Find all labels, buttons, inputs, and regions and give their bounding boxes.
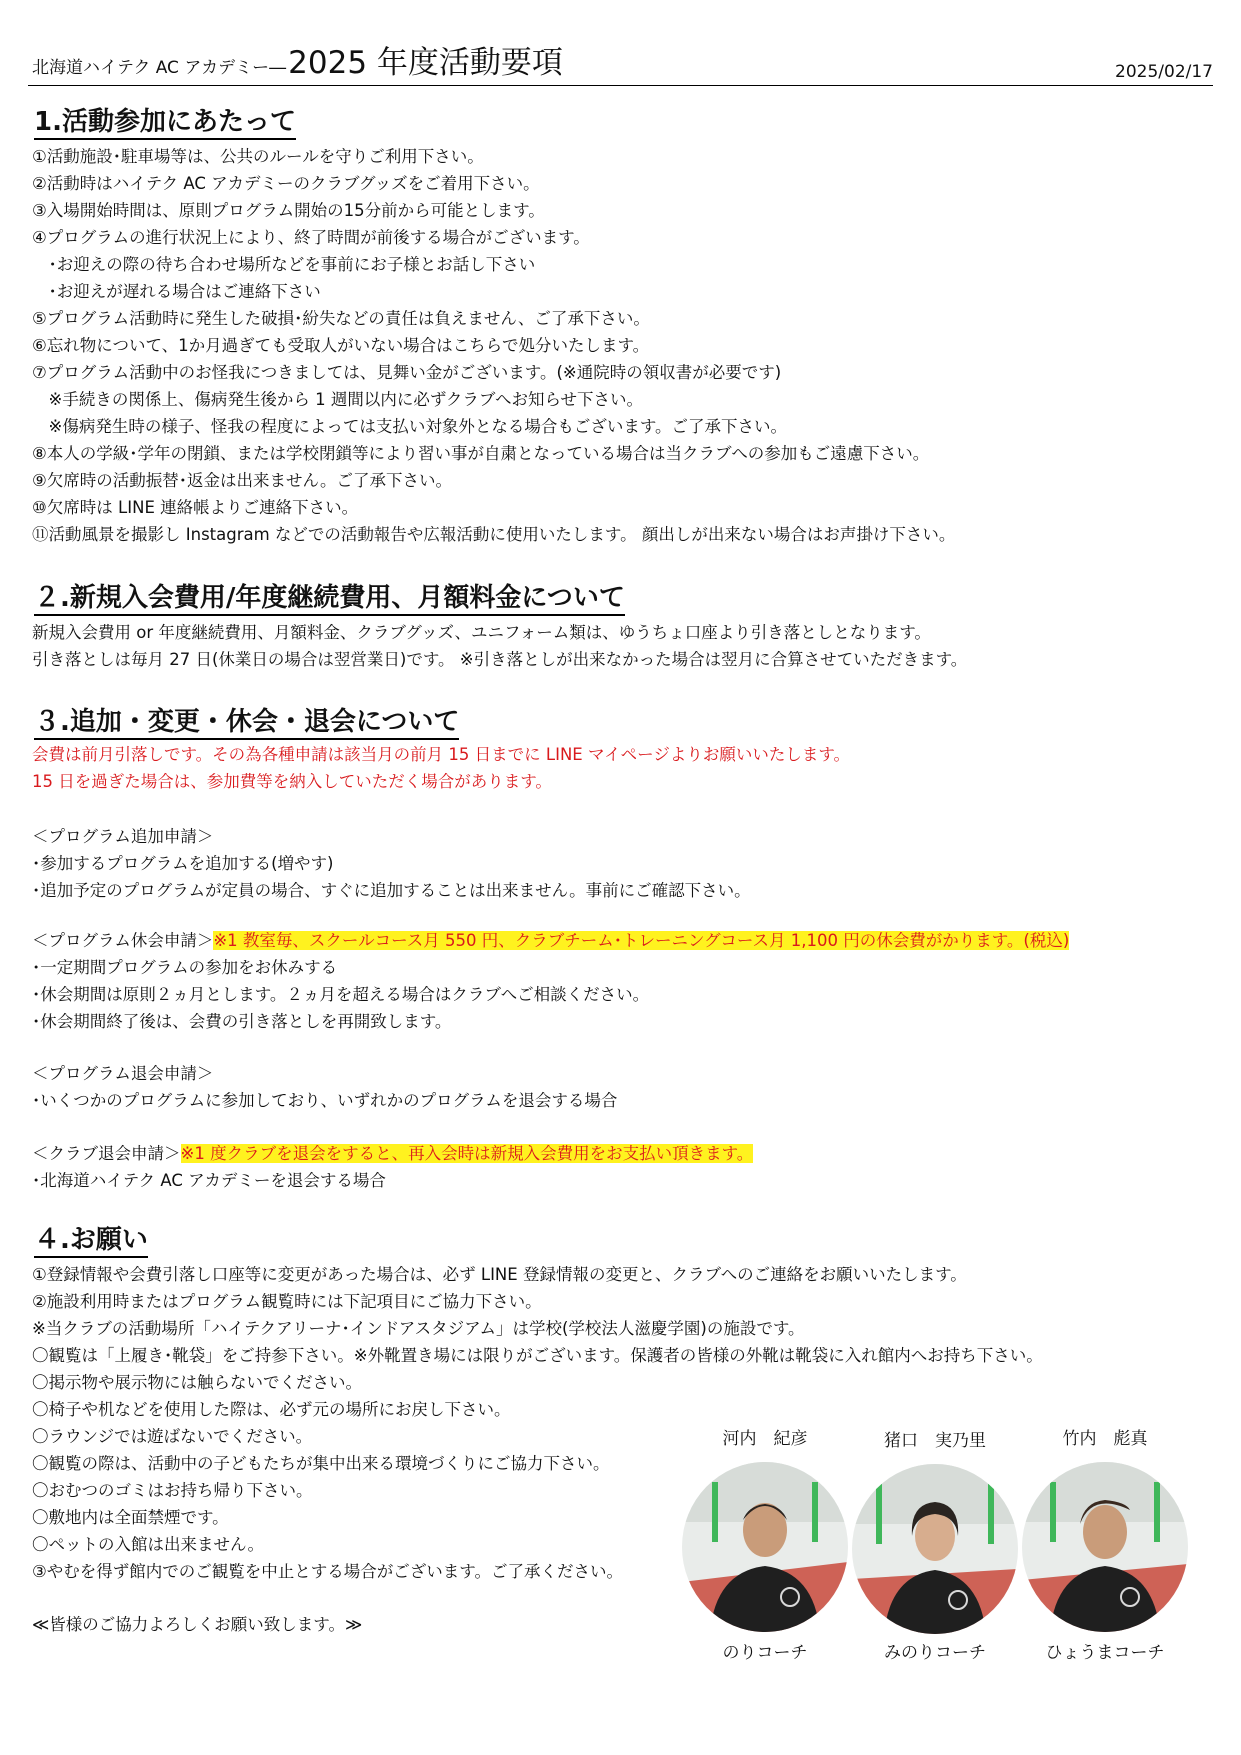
list-item: 〇ペットの入館は出来ません。 xyxy=(32,1535,264,1554)
list-item: ※当クラブの活動場所「ハイテクアリーナ･インドアスタジアム」は学校(学校法人滋慶学園)の施設です。 xyxy=(32,1319,805,1338)
list-item: ②施設利用時またはプログラム観覧時には下記項目にご協力下さい。 xyxy=(32,1292,542,1311)
person-silhouette-icon xyxy=(852,1464,1018,1634)
coach-nickname: ひょうまコーチ xyxy=(1045,1643,1165,1663)
list-item: ･いくつかのプログラムに参加しており、いずれかのプログラムを退会する場合 xyxy=(32,1091,618,1110)
list-item: ･休会期間終了後は、会費の引き落としを再開致します。 xyxy=(32,1012,452,1031)
list-item: ⑪活動風景を撮影し Instagram などでの活動報告や広報活動に使用いたします。 顔出しが出来ない場合はお声掛け下さい。 xyxy=(32,525,956,544)
section-3-heading: ３.追加・変更・休会・退会について xyxy=(34,706,459,740)
list-item: ⑧本人の学級･学年の閉鎖、または学校閉鎖等により習い事が自粛となっている場合は当クラブへの参加もご遠慮下さい。 xyxy=(32,444,930,463)
list-item: ⑦プログラム活動中のお怪我につきましては、見舞い金がございます。(※通院時の領収書が必要です) xyxy=(32,363,782,382)
section-4-heading: ４.お願い xyxy=(34,1224,148,1258)
list-item: 〇おむつのゴミはお持ち帰り下さい。 xyxy=(32,1481,313,1500)
coach-photo xyxy=(682,1462,848,1632)
list-item: ①活動施設･駐車場等は、公共のルールを守りご利用下さい。 xyxy=(32,147,484,166)
list-item: 〇掲示物や展示物には触らないでください。 xyxy=(32,1373,362,1392)
document-title: 2025 年度活動要項 xyxy=(288,45,563,81)
header-rule xyxy=(28,85,1213,86)
pause-request-row xyxy=(32,930,1069,952)
list-item: ･参加するプログラムを追加する(増やす) xyxy=(32,854,334,873)
header-title-line: 北海道ハイテク AC アカデミー―2025 年度活動要項 xyxy=(32,45,563,81)
coach-card xyxy=(850,1430,1020,1663)
list-item: ⑤プログラム活動時に発生した破損･紛失などの責任は負えません、ご了承下さい。 xyxy=(32,309,650,328)
coach-photo xyxy=(852,1464,1018,1634)
section-1-heading: 1.活動参加にあたって xyxy=(34,106,296,140)
coach-name: 竹内 彪真 xyxy=(1062,1429,1148,1449)
list-item: 〇観覧は「上履き･靴袋」をご持参下さい。※外靴置き場には限りがございます。保護者の皆様の外靴は靴袋に入れ館内へお持ち下さい。 xyxy=(32,1346,1043,1365)
list-item: 〇観覧の際は、活動中の子どもたちが集中出来る環境づくりにご協力下さい。 xyxy=(32,1454,610,1473)
list-item: ･休会期間は原則２ヵ月とします。２ヵ月を超える場合はクラブへご相談ください。 xyxy=(32,985,650,1004)
list-item: ･追加予定のプログラムが定員の場合、すぐに追加することは出来ません。事前にご確認下さい。 xyxy=(32,881,751,900)
list-item: ※傷病発生時の様子、怪我の程度によっては支払い対象外となる場合もございます。ご了承下さい。 xyxy=(32,417,788,436)
list-item: 〇ラウンジでは遊ばないでください。 xyxy=(32,1427,313,1446)
person-silhouette-icon xyxy=(1022,1462,1188,1632)
person-silhouette-icon xyxy=(682,1462,848,1632)
list-item: ･お迎えの際の待ち合わせ場所などを事前にお子様とお話し下さい xyxy=(32,255,536,274)
paragraph-line: 引き落としは毎月 27 日(休業日の場合は翌営業日)です。 ※引き落としが出来なかった場合は翌月に合算させていただきます。 xyxy=(32,650,968,669)
coach-name: 猪口 実乃里 xyxy=(884,1431,986,1451)
coach-card xyxy=(1020,1428,1190,1663)
coach-photo xyxy=(1022,1462,1188,1632)
organization-name: 北海道ハイテク AC アカデミー xyxy=(32,58,270,78)
program-quit-title: ＜プログラム退会申請＞ xyxy=(32,1064,214,1083)
club-quit-note: ※1 度クラブを退会をすると、再入会時は新規入会費用をお支払い頂きます。 xyxy=(180,1144,754,1163)
section-2-heading: ２.新規入会費用/年度継続費用、月額料金について xyxy=(34,582,625,616)
document-header xyxy=(28,46,1213,86)
paragraph-line: 新規入会費用 or 年度継続費用、月額料金、クラブグッズ、ユニフォーム類は、ゆうちょ口座より引き落としとなります。 xyxy=(32,623,931,642)
list-item: ⑥忘れ物について、1か月過ぎても受取人がいない場合はこちらで処分いたします。 xyxy=(32,336,650,355)
pause-fee-note: ※1 教室毎、スクールコース月 550 円、クラブチーム･トレーニングコース月 1,100 円の休会費がかります。(税込) xyxy=(213,931,1070,950)
coach-nickname: みのりコーチ xyxy=(884,1643,986,1663)
coach-nickname: のりコーチ xyxy=(722,1643,808,1663)
document-date: 2025/02/17 xyxy=(1115,62,1213,82)
coach-gallery xyxy=(680,1428,1220,1663)
list-item: ⑨欠席時の活動振替･返金は出来ません。ご了承下さい。 xyxy=(32,471,453,490)
coach-card xyxy=(680,1428,850,1663)
list-item: ①登録情報や会費引落し口座等に変更があった場合は、必ず LINE 登録情報の変更と、クラブへのご連絡をお願いいたします。 xyxy=(32,1265,967,1284)
coach-name: 河内 紀彦 xyxy=(722,1429,808,1449)
list-item: ④プログラムの進行状況上により、終了時間が前後する場合がございます。 xyxy=(32,228,590,247)
deadline-notice: 会費は前月引落しです。その為各種申請は該当月の前月 15 日までに LINE マイページよりお願いいたします。 xyxy=(32,745,851,764)
pause-request-title: ＜プログラム休会申請＞ xyxy=(32,931,214,950)
list-item: ※手続きの関係上、傷病発生後から 1 週間以内に必ずクラブへお知らせ下さい。 xyxy=(32,390,643,409)
list-item: ②活動時はハイテク AC アカデミーのクラブグッズをご着用下さい。 xyxy=(32,174,540,193)
list-item: ③やむを得ず館内でのご観覧を中止とする場合がございます。ご了承ください。 xyxy=(32,1562,623,1581)
list-item: ･お迎えが遅れる場合はご連絡下さい xyxy=(32,282,321,301)
closing-message: ≪皆様のご協力よろしくお願い致します。≫ xyxy=(32,1615,363,1634)
club-quit-row xyxy=(32,1143,753,1165)
list-item: 〇敷地内は全面禁煙です。 xyxy=(32,1508,229,1527)
club-quit-title: ＜クラブ退会申請＞ xyxy=(32,1144,181,1163)
list-item: ･北海道ハイテク AC アカデミーを退会する場合 xyxy=(32,1171,386,1190)
late-notice: 15 日を過ぎた場合は、参加費等を納入していただく場合があります。 xyxy=(32,772,552,791)
list-item: ⑩欠席時は LINE 連絡帳よりご連絡下さい。 xyxy=(32,498,359,517)
list-item: ･一定期間プログラムの参加をお休みする xyxy=(32,958,338,977)
list-item: ③入場開始時間は、原則プログラム開始の15分前から可能とします。 xyxy=(32,201,545,220)
list-item: 〇椅子や机などを使用した際は、必ず元の場所にお戻し下さい。 xyxy=(32,1400,511,1419)
add-request-title: ＜プログラム追加申請＞ xyxy=(32,827,214,846)
